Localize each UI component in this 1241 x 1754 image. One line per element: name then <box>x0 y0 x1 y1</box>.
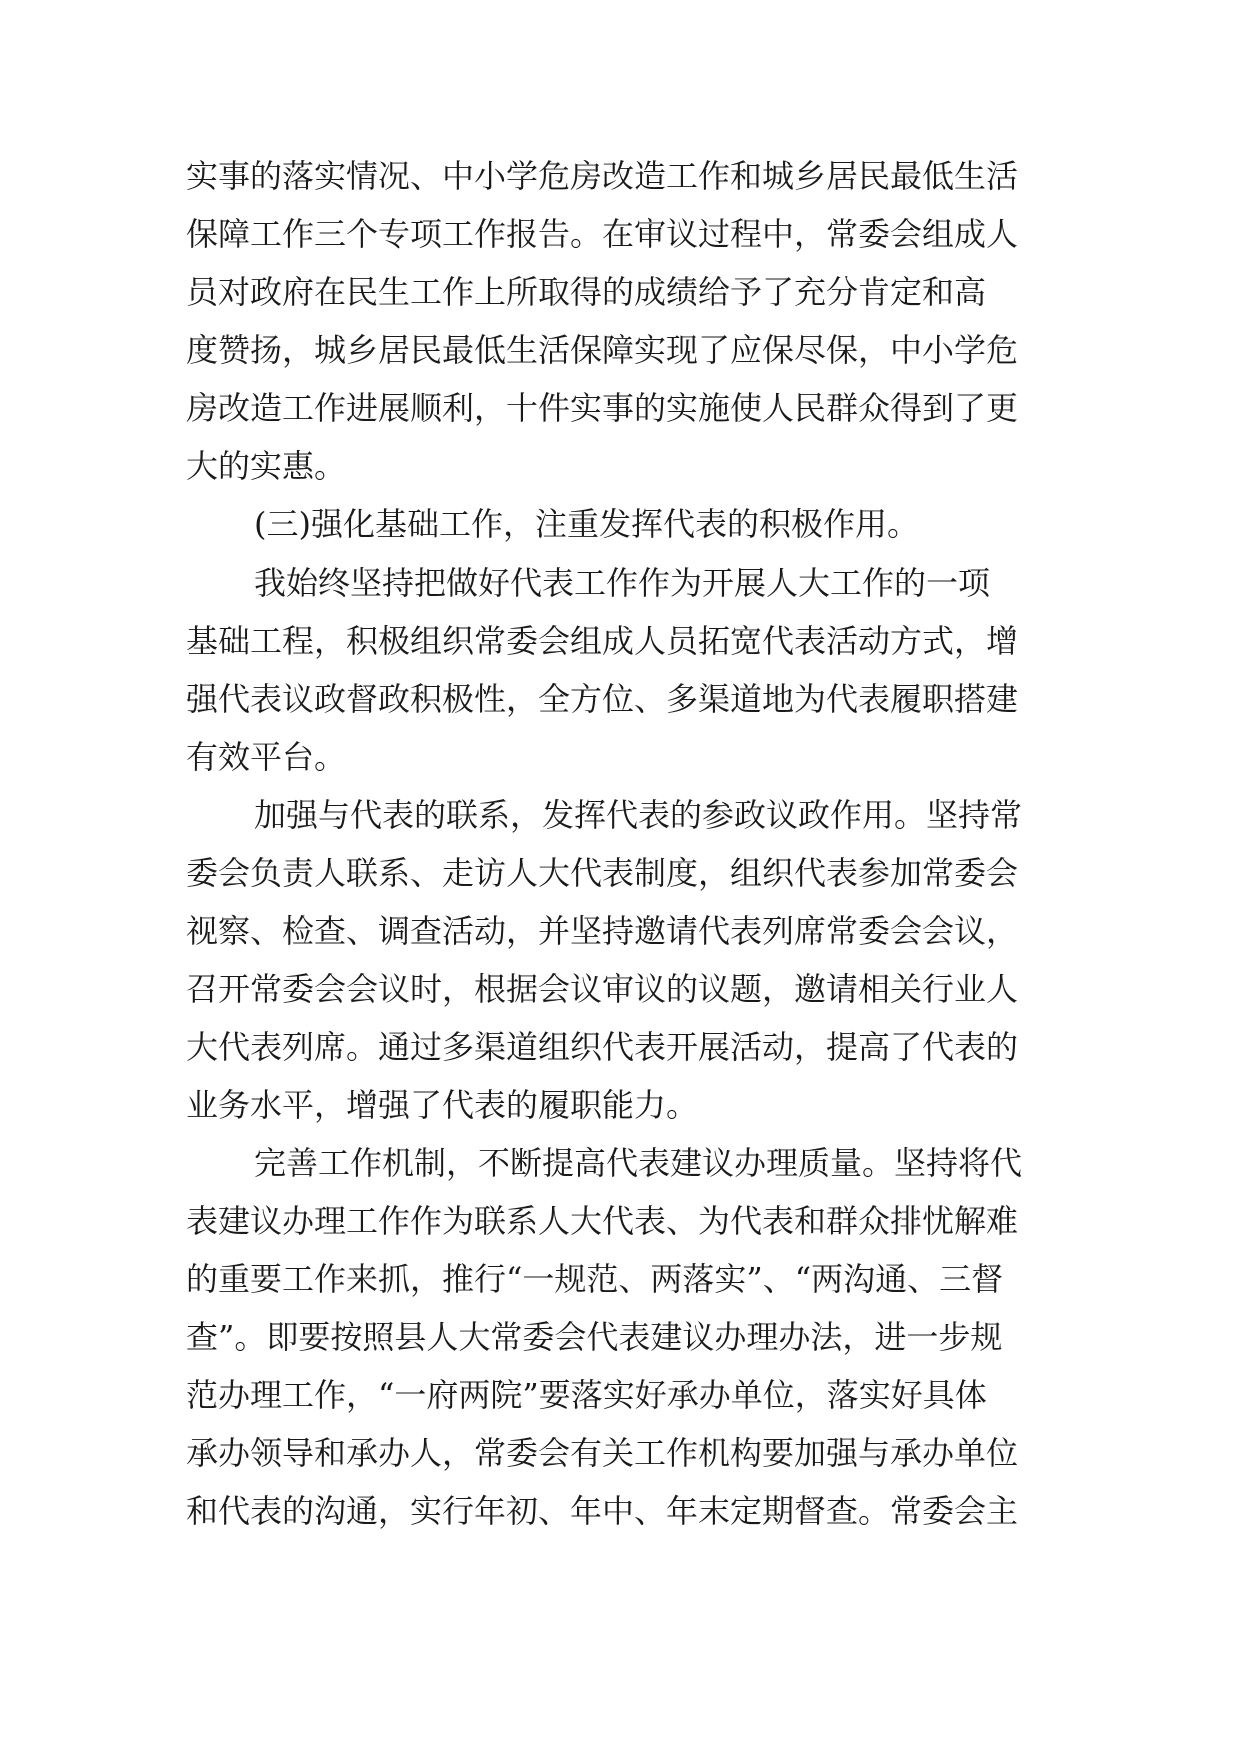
text-line: 承办领导和承办人，常委会有关工作机构要加强与承办单位 <box>186 1434 1019 1472</box>
text-line: 员对政府在民生工作上所取得的成绩给予了充分肯定和高 <box>186 273 987 311</box>
text-line: 和代表的沟通，实行年初、年中、年末定期督查。常委会主 <box>186 1492 1019 1530</box>
text-line: 表建议办理工作作为联系人大代表、为代表和群众排忧解难 <box>186 1202 1019 1240</box>
text-line: 强代表议政督政积极性，全方位、多渠道地为代表履职搭建 <box>186 680 1019 718</box>
text-line: 完善工作机制，不断提高代表建议办理质量。坚持将代 <box>254 1144 1023 1182</box>
text-line: 的重要工作来抓，推行“一规范、两落实”、“两沟通、三督 <box>186 1260 1004 1298</box>
text-line: 视察、检查、调查活动，并坚持邀请代表列席常委会会议， <box>186 912 1019 950</box>
text-line: 大代表列席。通过多渠道组织代表开展活动，提高了代表的 <box>186 1028 1019 1066</box>
text-line: 实事的落实情况、中小学危房改造工作和城乡居民最低生活 <box>186 157 1019 195</box>
text-line: 房改造工作进展顺利，十件实事的实施使人民群众得到了更 <box>186 389 1019 427</box>
text-line: 度赞扬，城乡居民最低生活保障实现了应保尽保，中小学危 <box>186 331 1019 369</box>
text-line: 有效平台。 <box>186 738 347 776</box>
text-line: 查”。即要按照县人大常委会代表建议办理办法，进一步规 <box>186 1318 1003 1356</box>
text-line: 委会负责人联系、走访人大代表制度，组织代表参加常委会 <box>186 854 1019 892</box>
text-line: 召开常委会会议时，根据会议审议的议题，邀请相关行业人 <box>186 970 1019 1008</box>
text-line: 我始终坚持把做好代表工作作为开展人大工作的一项 <box>254 564 991 602</box>
text-line: 范办理工作，“一府两院”要落实好承办单位，落实好具体 <box>186 1376 987 1414</box>
text-line: 加强与代表的联系，发挥代表的参政议政作用。坚持常 <box>254 796 1023 834</box>
text-line: 保障工作三个专项工作报告。在审议过程中，常委会组成人 <box>186 215 1019 253</box>
section-heading: (三)强化基础工作，注重发挥代表的积极作用。 <box>254 505 919 543</box>
text-line: 业务水平，增强了代表的履职能力。 <box>186 1086 699 1124</box>
text-line: 大的实惠。 <box>186 447 347 485</box>
text-line: 基础工程，积极组织常委会组成人员拓宽代表活动方式，增 <box>186 622 1019 660</box>
